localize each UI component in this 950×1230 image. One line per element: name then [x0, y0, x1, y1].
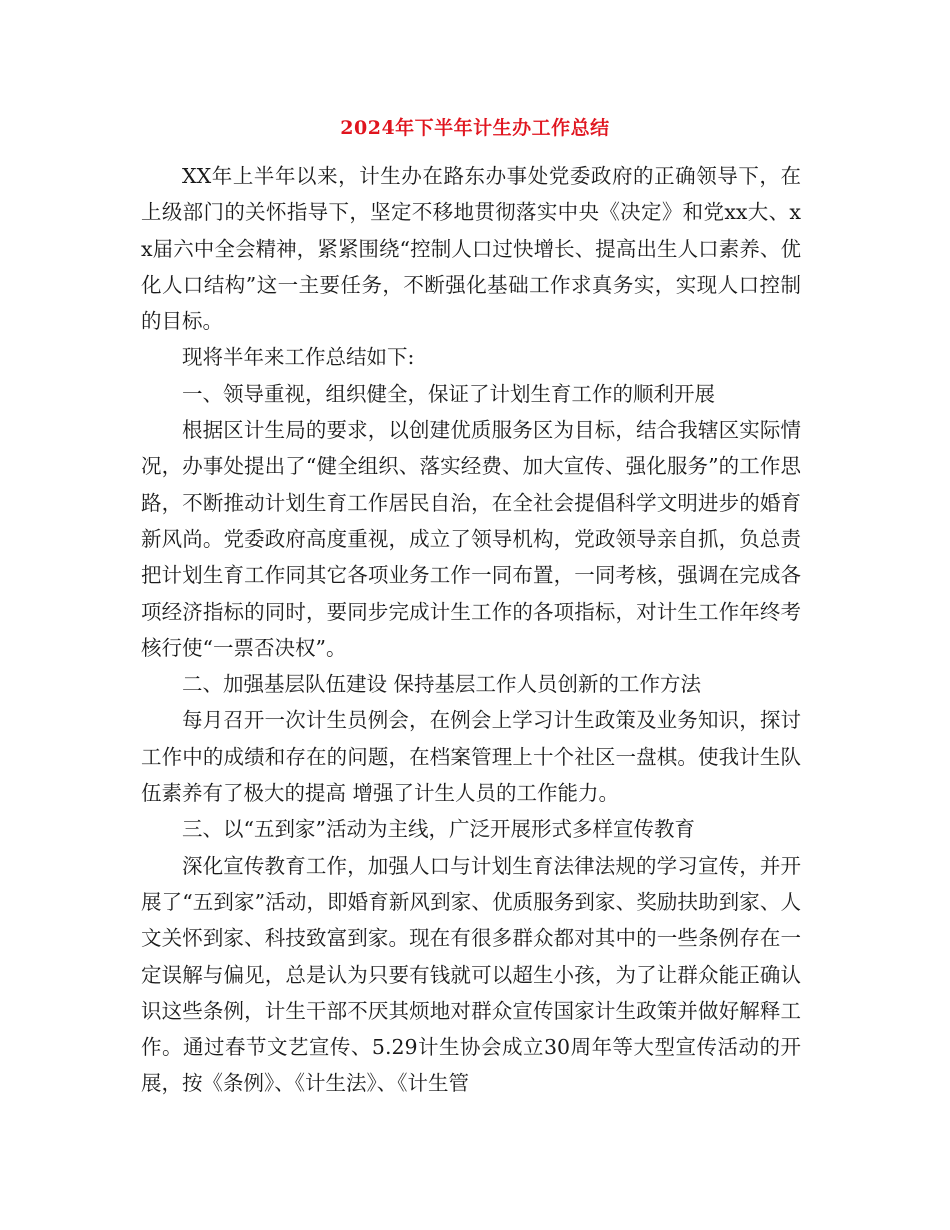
document-body [141, 158, 801, 1102]
paragraph-summary-lead: 现将半年来工作总结如下: [182, 345, 415, 370]
paragraph-section-1: 根据区计生局的要求，以创建优质服务区为目标，结合我辖区实际情况，办事处提出了“健全组织、落实经费、加大宣传、强化服务”的工作思路，不断推动计划生育工作居民自治，在全社会提倡科学文明进步的婚育新风尚。党委政府高度重视，成立了领导机构，党政领导亲自抓，负总责把计划生育工作同其它各项业务工作一同布置，一同考核，强调在完成各项经济指标的同时，要同步完成计生工作的各项指标，对计生工作年终考核行使“一票否决权”。 [141, 418, 801, 660]
section-heading-2: 二、加强基层队伍建设 保持基层工作人员创新的工作方法 [182, 672, 702, 697]
section-heading-3: 三、以“五到家”活动为主线，广泛开展形式多样宣传教育 [182, 817, 695, 842]
document-title: 2024年下半年计生办工作总结 [340, 117, 610, 139]
paragraph-section-2: 每月召开一次计生员例会，在例会上学习计生政策及业务知识，探讨工作中的成绩和存在的问题，在档案管理上十个社区一盘棋。使我计生队伍素养有了极大的提高 增强了计生人员的工作能力。 [141, 708, 801, 806]
paragraph-intro: XX年上半年以来，计生办在路东办事处党委政府的正确领导下，在上级部门的关怀指导下，坚定不移地贯彻落实中央《决定》和党xx大、xx届六中全会精神，紧紧围绕“控制人口过快增长、提高出生人口素养、优化人口结构”这一主要任务，不断强化基础工作求真务实，实现人口控制的目标。 [141, 164, 801, 334]
paragraph-section-3: 深化宣传教育工作，加强人口与计划生育法律法规的学习宣传，并开展了“五到家”活动，即婚育新风到家、优质服务到家、奖励扶助到家、人文关怀到家、科技致富到家。现在有很多群众都对其中的一些条例存在一定误解与偏见，总是认为只要有钱就可以超生小孩，为了让群众能正确认识这些条例，计生干部不厌其烦地对群众宣传国家计生政策并做好解释工作。通过春节文艺宣传、5.29计生协会成立30周年等大型宣传活动的开展，按《条例》、《计生法》、《计生管 [141, 853, 801, 1096]
section-heading-1: 一、领导重视，组织健全，保证了计划生育工作的顺利开展 [182, 381, 715, 406]
